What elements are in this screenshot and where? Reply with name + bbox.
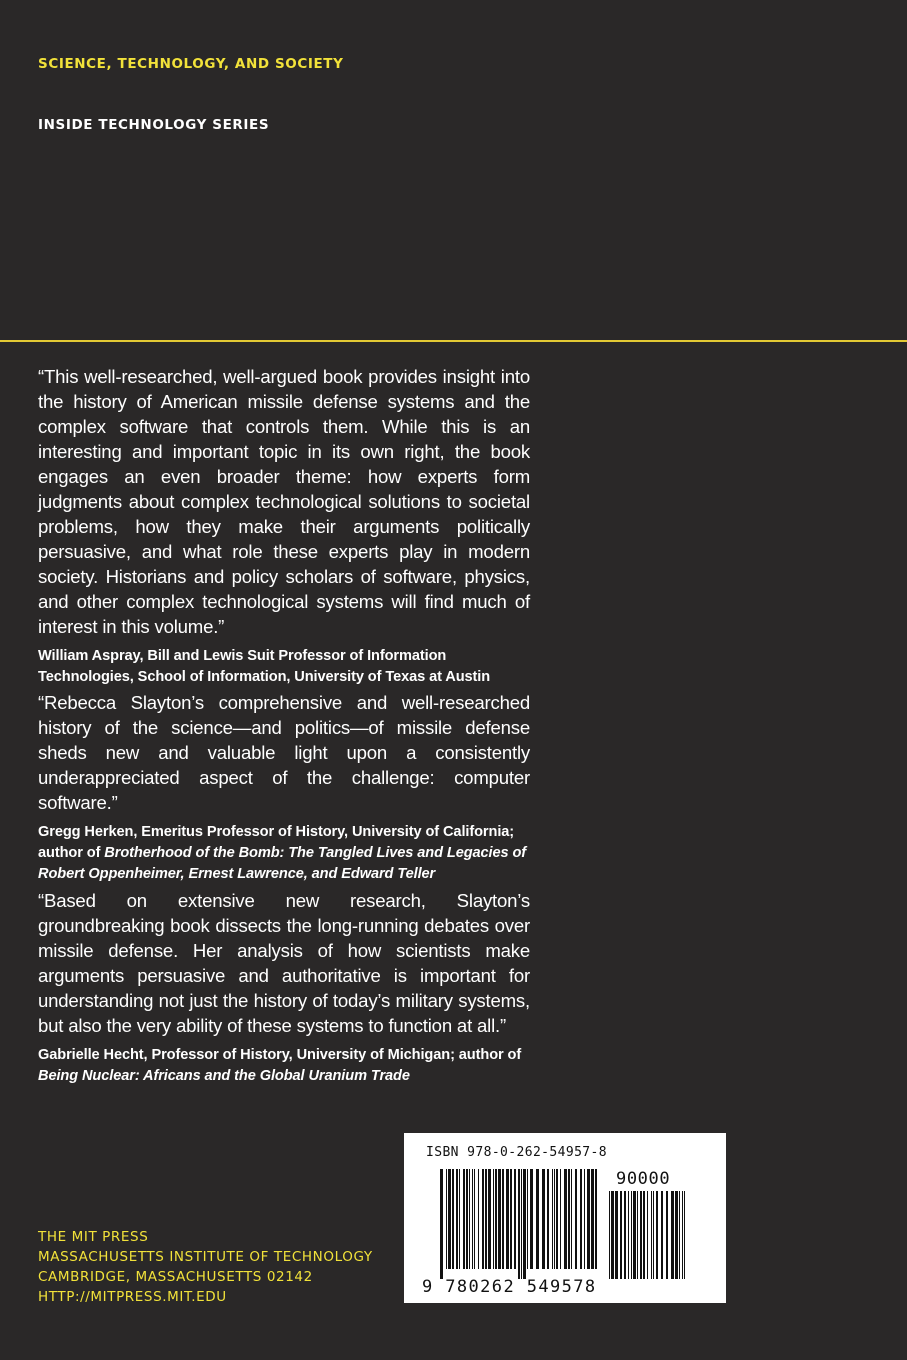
barcode-bar (554, 1169, 555, 1269)
barcode-bar (493, 1169, 494, 1269)
barcode-bar (459, 1169, 460, 1269)
barcode-box (404, 1133, 726, 1303)
blurb-quote: “This well-researched, well-argued book provides insight into the history of American missile defense systems and the complex software that controls them. While this is an interesting and important topic in its own right, the book engages an even broader theme: how experts form judgments about complex technological solutions to societal problems, how they make their arguments politically persuasive, and what role these experts play in modern society. Historians and policy scholars of software, physics, and other complex technological systems will find much of interest in this volume.” (38, 366, 530, 637)
barcode-bar (556, 1169, 558, 1269)
price-code: 90000 (616, 1169, 671, 1189)
barcode-bar (568, 1169, 570, 1269)
barcode-bar (684, 1191, 685, 1279)
barcode-bar (637, 1191, 638, 1279)
barcode-bar (452, 1169, 454, 1269)
barcode-bar (679, 1191, 680, 1279)
attribution-text: William Aspray, Bill and Lewis Suit Professor of Information Technologies, School of Information, University of Texas at Austin (38, 648, 491, 685)
barcode-bar (521, 1169, 522, 1279)
barcode-bar (671, 1191, 674, 1279)
barcode-bar (514, 1169, 516, 1269)
barcode-bar (472, 1169, 473, 1269)
addon-barcode (609, 1191, 689, 1279)
barcode-bar (628, 1191, 629, 1279)
series-label: INSIDE TECHNOLOGY SERIES (38, 117, 270, 133)
ean-digits: 9 780262 549578 (422, 1277, 597, 1297)
barcode-bar (631, 1191, 632, 1279)
barcode-bar (647, 1191, 648, 1279)
barcode-bar (587, 1169, 590, 1269)
barcode-bar (609, 1191, 610, 1279)
barcode-bar (469, 1169, 470, 1269)
barcode-bar (498, 1169, 501, 1269)
blurb-attribution (38, 822, 530, 885)
book-title: Being Nuclear: Africans and the Global Uranium Trade (38, 1068, 410, 1084)
publisher-block (38, 1227, 373, 1307)
barcode-bar (440, 1169, 443, 1279)
barcode-bar (615, 1191, 618, 1279)
barcode-bar (666, 1191, 668, 1279)
barcode-bar (675, 1191, 678, 1279)
barcode-bar (542, 1169, 545, 1269)
barcode-bar (591, 1169, 594, 1269)
barcode-bar (656, 1191, 658, 1279)
barcode-bar (552, 1169, 553, 1269)
publisher-institution: MASSACHUSETTS INSTITUTE OF TECHNOLOGY (38, 1249, 373, 1265)
barcode-bar (478, 1169, 479, 1269)
attribution-text: Gabrielle Hecht, Professor of History, University of Michigan; author of (38, 1047, 522, 1063)
barcode-bar (463, 1169, 465, 1269)
barcode-bar (682, 1191, 683, 1279)
barcode-bar (446, 1169, 447, 1269)
blurb-quote: “Rebecca Slayton’s comprehensive and well-researched history of the science—and politics—of missile defense sheds new and valuable light upon a consistently underappreciated aspect of the challenge: computer software.” (38, 692, 530, 813)
barcode-bar (560, 1169, 561, 1269)
barcode-bar (488, 1169, 491, 1269)
barcode-bar (466, 1169, 468, 1269)
barcode-bar (523, 1169, 526, 1279)
barcode-bar (633, 1191, 636, 1279)
barcode-bar (518, 1169, 520, 1279)
publisher-url: HTTP://MITPRESS.MIT.EDU (38, 1289, 227, 1305)
book-title: Brotherhood of the Bomb: The Tangled Lives and Legacies of Robert Oppenheimer, Ernest Lawrence, and Edward Teller (38, 845, 527, 882)
barcode-bar (640, 1191, 642, 1279)
barcode-bar (595, 1169, 597, 1269)
barcode-bar (456, 1169, 458, 1269)
barcode-bar (661, 1191, 663, 1279)
barcode-bar (448, 1169, 451, 1269)
barcode-bar (651, 1191, 652, 1279)
publisher-location: CAMBRIDGE, MASSACHUSETTS 02142 (38, 1269, 313, 1285)
barcode-bar (482, 1169, 484, 1269)
barcode-bar (495, 1169, 497, 1269)
barcode-bar (510, 1169, 512, 1269)
isbn-text: ISBN 978-0-262-54957-8 (426, 1145, 607, 1160)
blurb-aspray (38, 364, 530, 688)
barcode-bar (530, 1169, 533, 1269)
barcode-bar (571, 1169, 572, 1269)
category-label: SCIENCE, TECHNOLOGY, AND SOCIETY (38, 56, 344, 72)
blurb-attribution (38, 1045, 530, 1087)
barcode-bar (580, 1169, 582, 1269)
divider-rule (0, 340, 907, 342)
barcode-bar (485, 1169, 487, 1269)
barcode-bar (575, 1169, 577, 1269)
barcode-bar (547, 1169, 549, 1269)
blurb-quote: “Based on extensive new research, Slayton’s groundbreaking book dissects the long-running debates over missile defense. Her analysis of how scientists make arguments persuasive and authoritative is important for understanding not just the history of today’s military systems, but also the very ability of these systems to function at all.” (38, 890, 530, 1036)
attribution-text: Gregg Herken, Emeritus Professor of History, University of California; author of (38, 824, 515, 861)
barcode-bar (502, 1169, 504, 1269)
blurb-attribution (38, 646, 530, 688)
barcode-bar (624, 1191, 626, 1279)
barcode-bar (474, 1169, 475, 1269)
barcode-bar (584, 1169, 585, 1269)
barcode-bar (527, 1169, 528, 1269)
barcode-bar (653, 1191, 654, 1279)
barcode-bar (564, 1169, 567, 1269)
blurb-herken (38, 690, 530, 885)
blurb-hecht (38, 888, 530, 1087)
barcode-bar (620, 1191, 622, 1279)
barcode-bar (611, 1191, 614, 1279)
ean-barcode (440, 1169, 600, 1279)
publisher-name: THE MIT PRESS (38, 1229, 149, 1245)
barcode-bar (536, 1169, 539, 1269)
barcode-bar (643, 1191, 645, 1279)
barcode-bar (506, 1169, 509, 1269)
